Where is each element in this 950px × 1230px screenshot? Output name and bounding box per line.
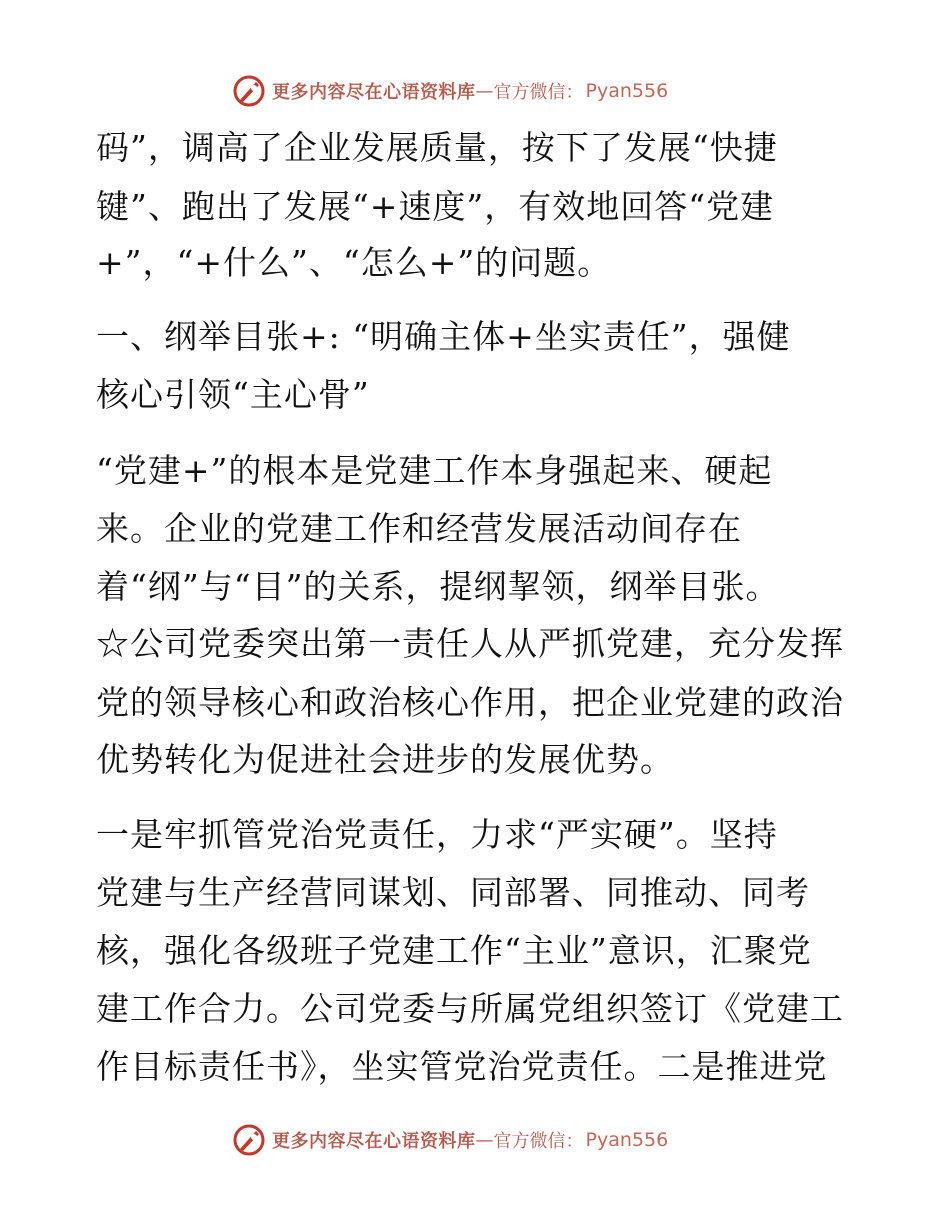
- text-line: 来。企业的党建工作和经营发展活动间存在: [96, 509, 742, 548]
- text-line: 优势转化为促进社会进步的发展优势。: [96, 740, 674, 779]
- text-line: 作目标责任书》，坐实管党治党责任。二是推进党: [96, 1047, 828, 1086]
- text-line: 核，强化各级班子党建工作“主业”意识，汇聚党: [96, 931, 812, 970]
- section-heading-line: 核心引领“主心骨”: [96, 375, 370, 414]
- watermark-wechat-label: 官方微信：: [493, 1131, 584, 1152]
- text-line: 党的领导核心和政治核心作用，把企业党建的政治: [96, 683, 844, 722]
- watermark-separator: —: [475, 1129, 494, 1151]
- text-line: +”，“+什么”、“怎么+”的问题。: [96, 243, 612, 282]
- watermark-promo-text: 更多内容尽在心语资料库: [272, 82, 476, 103]
- watermark-handle: Pyan556: [585, 80, 669, 102]
- text-line: “党建+”的根本是党建工作本身强起来、硬起: [96, 451, 773, 490]
- watermark-banner-top: [232, 71, 752, 111]
- text-line: 键”、跑出了发展“+速度”，有效地回答“党建: [96, 187, 775, 226]
- text-line: ☆公司党委突出第一责任人从严抓党建，充分发挥: [96, 624, 844, 663]
- text-line: 党建与生产经营同谋划、同部署、同推动、同考: [96, 873, 810, 912]
- watermark-banner-bottom: [232, 1120, 752, 1160]
- text-line: 码”，调高了企业发展质量，按下了发展“快捷: [96, 128, 778, 167]
- watermark-wechat-label: 官方微信：: [493, 82, 584, 103]
- quill-logo-icon: [232, 74, 266, 108]
- text-line: 建工作合力。公司党委与所属党组织签订《党建工: [96, 989, 844, 1028]
- section-heading-line: 一、纲举目张+: “明确主体+坐实责任”，强健: [96, 317, 791, 356]
- watermark-handle: Pyan556: [585, 1129, 669, 1151]
- watermark-promo-text: 更多内容尽在心语资料库: [272, 1131, 476, 1152]
- text-line: 一是牢抓管党治党责任，力求“严实硬”。坚持: [96, 815, 778, 854]
- quill-logo-icon: [232, 1123, 266, 1157]
- text-line: 着“纲”与“目”的关系，提纲挈领，纲举目张。: [96, 567, 780, 606]
- watermark-separator: —: [475, 80, 494, 102]
